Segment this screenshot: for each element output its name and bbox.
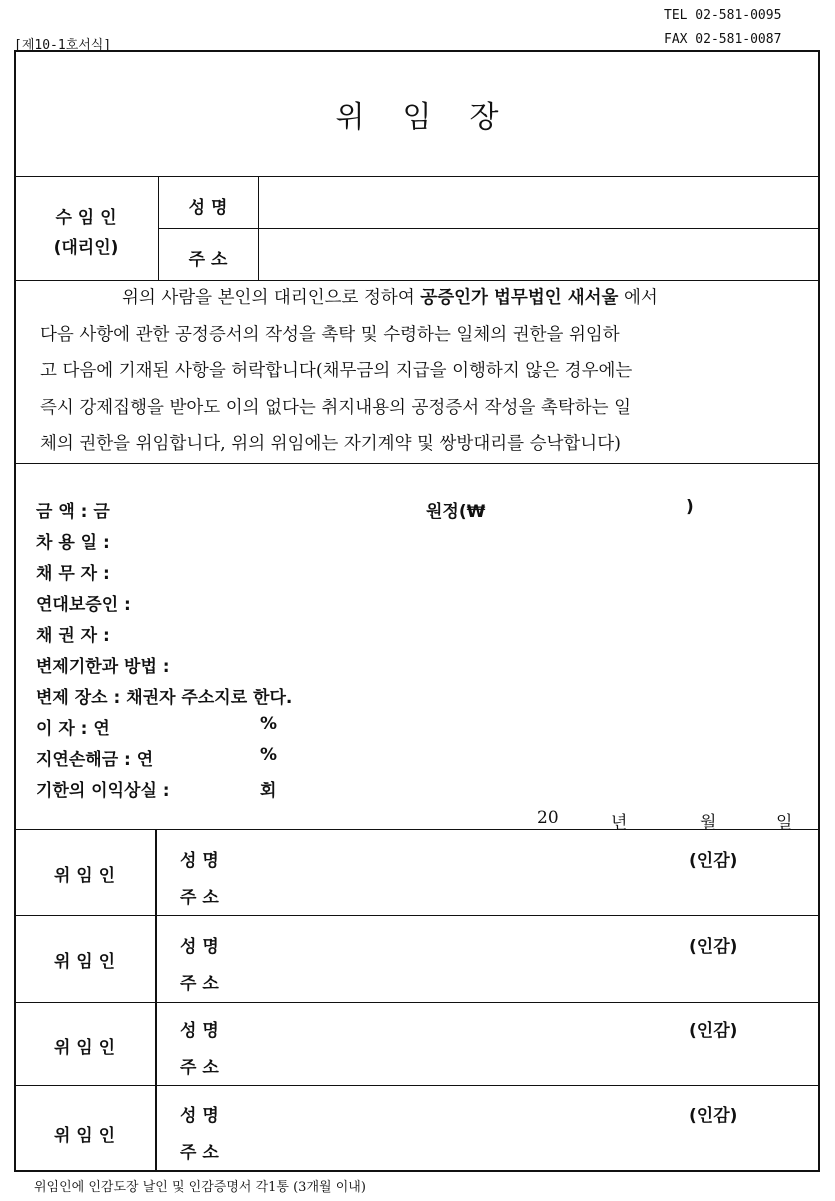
delegator-2-address-label: 주 소 xyxy=(180,974,219,994)
date-year: 년 xyxy=(611,813,628,833)
date-year-prefix: 20 xyxy=(537,808,559,828)
paragraph-line-3: 고 다음에 기재된 사항을 허락합니다(채무금의 지급을 이행하지 않은 경우에는 xyxy=(40,361,633,381)
debtor-label: 채 무 자 : xyxy=(36,564,110,584)
delegator-4-name-label: 성 명 xyxy=(180,1106,219,1126)
paragraph-text: 위의 사람을 본인의 대리인으로 정하여 xyxy=(122,288,421,308)
delegator-4-label: 위 임 인 xyxy=(53,1126,116,1146)
delegator-4-address-label: 주 소 xyxy=(180,1143,219,1163)
agent-label-sub: (대리인) xyxy=(53,238,119,258)
delegator-1-address-label: 주 소 xyxy=(180,888,219,908)
forfeit-unit: 회 xyxy=(260,781,277,801)
paragraph-line-5: 체의 권한을 위임합니다, 위의 위임에는 자기계약 및 쌍방대리를 승낙합니다) xyxy=(40,434,621,454)
divider xyxy=(14,915,820,916)
agent-name-field[interactable] xyxy=(268,193,808,219)
divider xyxy=(14,463,820,464)
divider xyxy=(14,1085,820,1086)
tel-number: TEL 02-581-0095 xyxy=(664,8,782,23)
guarantor-label: 연대보증인 : xyxy=(36,595,131,615)
fax-number: FAX 02-581-0087 xyxy=(664,32,782,47)
amount-close: ) xyxy=(686,497,694,517)
delegator-3-label: 위 임 인 xyxy=(53,1038,116,1058)
late-interest-unit: % xyxy=(260,745,278,765)
paragraph-text: 에서 xyxy=(618,288,658,308)
repay-term-label: 변제기한과 방법 : xyxy=(36,657,170,677)
delegator-1-name-label: 성 명 xyxy=(180,851,219,871)
interest-label: 이 자 : 연 xyxy=(36,719,110,739)
delegator-2-label: 위 임 인 xyxy=(53,952,116,972)
loan-date-label: 차 용 일 : xyxy=(36,533,110,553)
agent-label: 수 임 인 xyxy=(55,208,117,228)
form-number: [제10-1호서식] xyxy=(14,38,112,53)
footnote: 위임인에 인감도장 날인 및 인감증명서 각1통 (3개월 이내) xyxy=(34,1180,366,1195)
page-title: 위임장 xyxy=(335,100,537,135)
delegator-4-seal: (인감) xyxy=(689,1106,738,1126)
law-firm-name: 공증인가 법무법인 새서울 xyxy=(420,288,619,308)
paragraph-line-2: 다음 사항에 관한 공정증서의 작성을 촉탁 및 수령하는 일체의 권한을 위임하 xyxy=(40,324,620,345)
delegator-2-name-label: 성 명 xyxy=(180,937,219,957)
agent-address-field[interactable] xyxy=(268,245,808,271)
delegator-3-seal: (인감) xyxy=(689,1021,738,1041)
delegation-paragraph xyxy=(40,280,800,463)
delegator-3-name-label: 성 명 xyxy=(180,1021,219,1041)
divider xyxy=(14,176,820,177)
amount-won-label: 원정(₩ xyxy=(426,502,486,522)
delegator-1-seal: (인감) xyxy=(689,851,738,871)
divider xyxy=(14,829,820,830)
divider xyxy=(14,1002,820,1003)
divider xyxy=(155,829,157,1172)
amount-label: 금 액 : 금 xyxy=(36,502,110,522)
late-interest-label: 지연손해금 : 연 xyxy=(36,750,154,770)
paragraph-line-1 xyxy=(40,280,800,317)
date-day: 일 xyxy=(776,813,793,833)
repay-place-label: 변제 장소 : 채권자 주소지로 한다. xyxy=(36,688,293,708)
agent-address-label: 주 소 xyxy=(188,250,228,270)
paragraph-line-4: 즉시 강제집행을 받아도 이의 없다는 취지내용의 공정증서 작성을 촉탁하는 일 xyxy=(40,397,632,418)
forfeit-label: 기한의 이익상실 : xyxy=(36,781,170,801)
date-month: 월 xyxy=(700,813,717,833)
delegator-2-seal: (인감) xyxy=(689,937,738,957)
divider xyxy=(158,228,820,229)
delegator-3-address-label: 주 소 xyxy=(180,1058,219,1078)
delegator-1-label: 위 임 인 xyxy=(53,866,116,886)
interest-unit: % xyxy=(260,714,278,734)
agent-name-label: 성 명 xyxy=(188,198,228,218)
creditor-label: 채 권 자 : xyxy=(36,626,110,646)
